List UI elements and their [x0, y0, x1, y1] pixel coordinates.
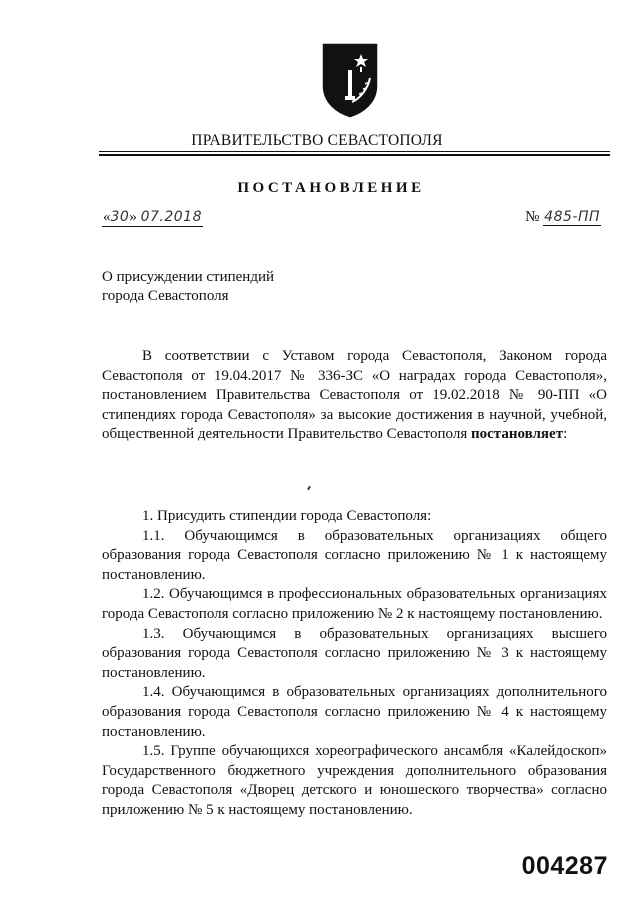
date-quote-close: » — [129, 209, 137, 225]
date-field — [102, 209, 203, 227]
item-1-3: 1.3. Обучающимся в образовательных организациях высшего образования города Севастополя согласно приложению № 3 к настоящему постановлению. — [102, 625, 607, 681]
item-1-1: 1.1. Обучающимся в образовательных организациях общего образования города Севастополя согласно приложению № 1 к настоящему постановлению. — [102, 527, 607, 583]
item-1-4: 1.4. Обучающимся в образовательных организациях дополнительного образования города Севастополя согласно приложению № 4 к настоящему постановлению. — [102, 684, 607, 740]
header-rule-thick — [99, 154, 610, 156]
preamble-keyword: постановляет — [470, 426, 564, 442]
preamble-text: В соответствии с Уставом города Севастополя, Законом города Севастополя от 19.04.2017 № 336-ЗС «О наградах города Севастополя», постановлением Правительства Севастополя от 19.02.2018 № 90-ПП «О стипендиях города Севастополя» за высокие достижения в научной, учебной, общественной деятельности Правительство Севастополя — [102, 348, 607, 442]
coat-of-arms-icon — [321, 42, 379, 118]
government-title: ПРАВИТЕЛЬСТВО СЕВАСТОПОЛЯ — [191, 132, 443, 149]
document-subject — [102, 268, 274, 306]
item-1: 1. Присудить стипендии города Севастополя: — [142, 508, 432, 524]
scan-mark — [307, 486, 311, 490]
subject-line-1: О присуждении стипендий — [102, 269, 275, 285]
item-1-5: 1.5. Группе обучающихся хореографического ансамбля «Калейдоскоп» Государственного бюджетного учреждения дополнительного образования города Севастополя «Дворец детского и юношеского творчества» согласно приложению № 5 к настоящему постановлению. — [102, 743, 607, 818]
date-month-year: 07.2018 — [140, 209, 202, 225]
date-quote-open: « — [103, 209, 111, 225]
subject-line-2: города Севастополя — [102, 288, 229, 304]
header-rule-thin — [99, 151, 610, 152]
page-stamp-number: 004287 — [521, 852, 608, 880]
preamble — [102, 347, 607, 445]
date-day: 30 — [110, 209, 130, 225]
document-number — [525, 209, 601, 226]
number-prefix: № — [525, 209, 540, 225]
resolution-items — [102, 507, 607, 821]
item-1-2: 1.2. Обучающимся в профессиональных образовательных организациях города Севастополя согласно приложению № 2 к настоящему постановлению. — [102, 586, 607, 622]
document-type: ПОСТАНОВЛЕНИЕ — [237, 180, 425, 196]
number-value: 485-ПП — [544, 209, 600, 225]
preamble-tail: : — [563, 426, 568, 442]
preamble-paragraph — [102, 347, 607, 445]
document-date — [102, 209, 203, 227]
